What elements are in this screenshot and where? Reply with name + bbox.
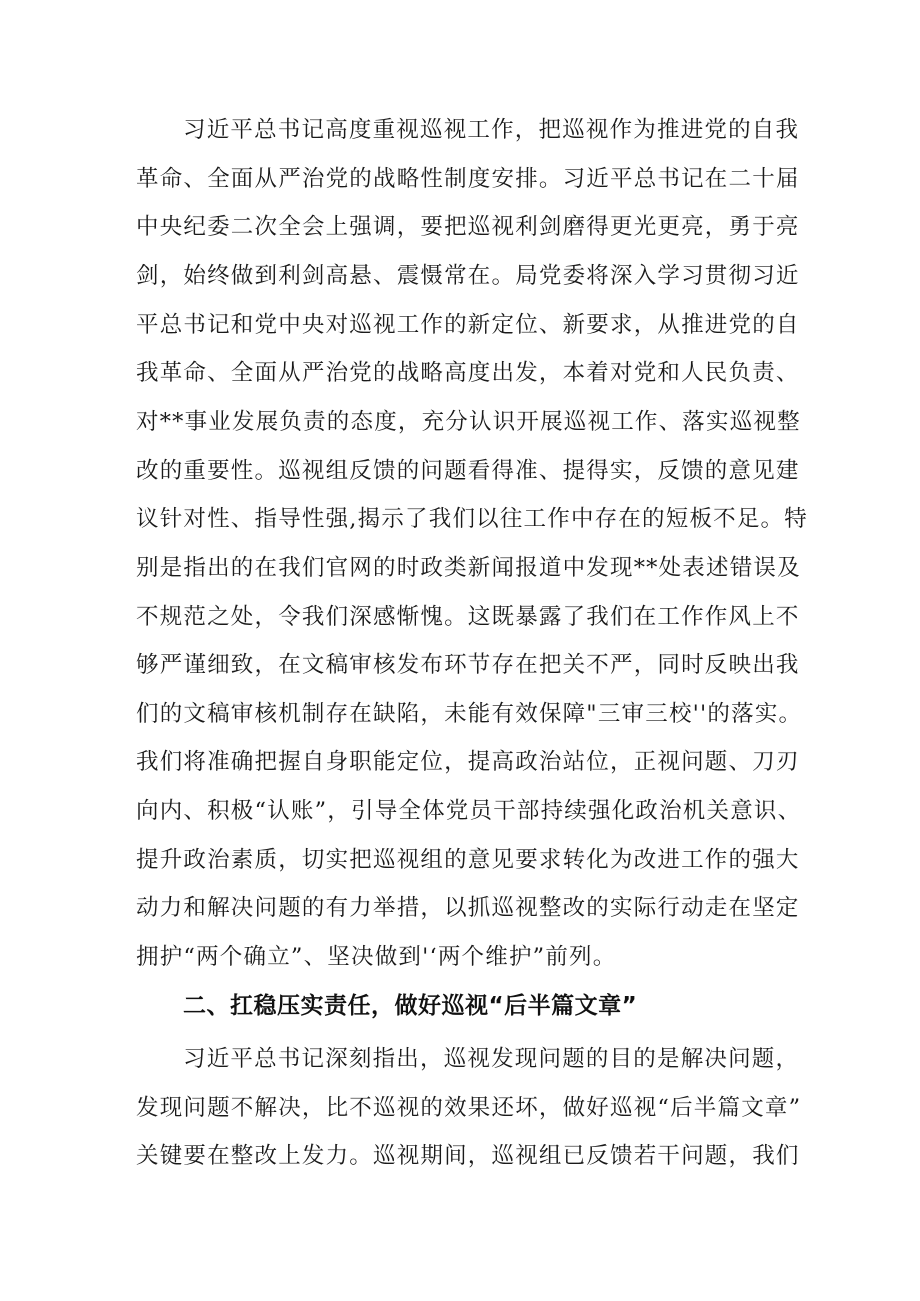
paragraph-2-line: 关键要在整改上发力。巡视期间，巡视组已反馈若干问题，我们	[136, 1143, 800, 1169]
paragraph-1-line: 向内、积极“认账”，引导全体党员干部持续强化政治机关意识、	[136, 798, 802, 824]
section-heading: 二、扛稳压实责任，做好巡视“后半篇文章”	[183, 993, 638, 1019]
paragraph-1-line: 习近平总书记高度重视巡视工作，把巡视作为推进党的自我	[183, 117, 800, 143]
paragraph-1-line: 中央纪委二次全会上强调，要把巡视利剑磨得更光更亮，勇于亮	[136, 214, 800, 240]
paragraph-1-line: 议针对性、指导性强,揭示了我们以往工作中存在的短板不足。特	[136, 506, 808, 532]
paragraph-2-line: 发现问题不解决，比不巡视的效果还坏，做好巡视“后半篇文章”	[136, 1095, 802, 1121]
paragraph-1-line: 平总书记和党中央对巡视工作的新定位、新要求，从推进党的自	[136, 312, 800, 338]
paragraph-1-line: 够严谨细致，在文稿审核发布环节存在把关不严，同时反映出我	[136, 652, 800, 678]
paragraph-1-line: 提升政治素质，切实把巡视组的意见要求转化为改进工作的强大	[136, 847, 800, 873]
paragraph-1-line: 对**事业发展负责的态度，充分认识开展巡视工作、落实巡视整	[136, 409, 801, 435]
paragraph-1-line: 剑，始终做到利剑高悬、震慑常在。局党委将深入学习贯彻习近	[136, 263, 800, 289]
paragraph-1-line: 革命、全面从严治党的战略性制度安排。习近平总书记在二十届	[136, 166, 800, 192]
paragraph-1-line: 我们将准确把握自身职能定位，提高政治站位，正视问题、刀刃	[136, 749, 800, 775]
paragraph-1-line: 我革命、全面从严治党的战略高度出发，本着对党和人民负责、	[136, 360, 800, 386]
paragraph-1-line: 不规范之处，令我们深感惭愧。这既暴露了我们在工作作风上不	[136, 604, 800, 630]
paragraph-1-line: 动力和解决问题的有力举措，以抓巡视整改的实际行动走在坚定	[136, 895, 800, 921]
paragraph-2-line: 习近平总书记深刻指出，巡视发现问题的目的是解决问题，	[183, 1046, 800, 1072]
paragraph-1-line: 们的文稿审核机制存在缺陷，未能有效保障"三审三校''的落实。	[136, 701, 803, 727]
paragraph-1-line: 别是指出的在我们官网的时政类新闻报道中发现**处表述错误及	[136, 555, 801, 581]
paragraph-1-line: 改的重要性。巡视组反馈的问题看得准、提得实，反馈的意见建	[136, 458, 800, 484]
paragraph-1-line: 拥护“两个确立”、坚决做到'‘两个维护”前列。	[136, 944, 617, 970]
